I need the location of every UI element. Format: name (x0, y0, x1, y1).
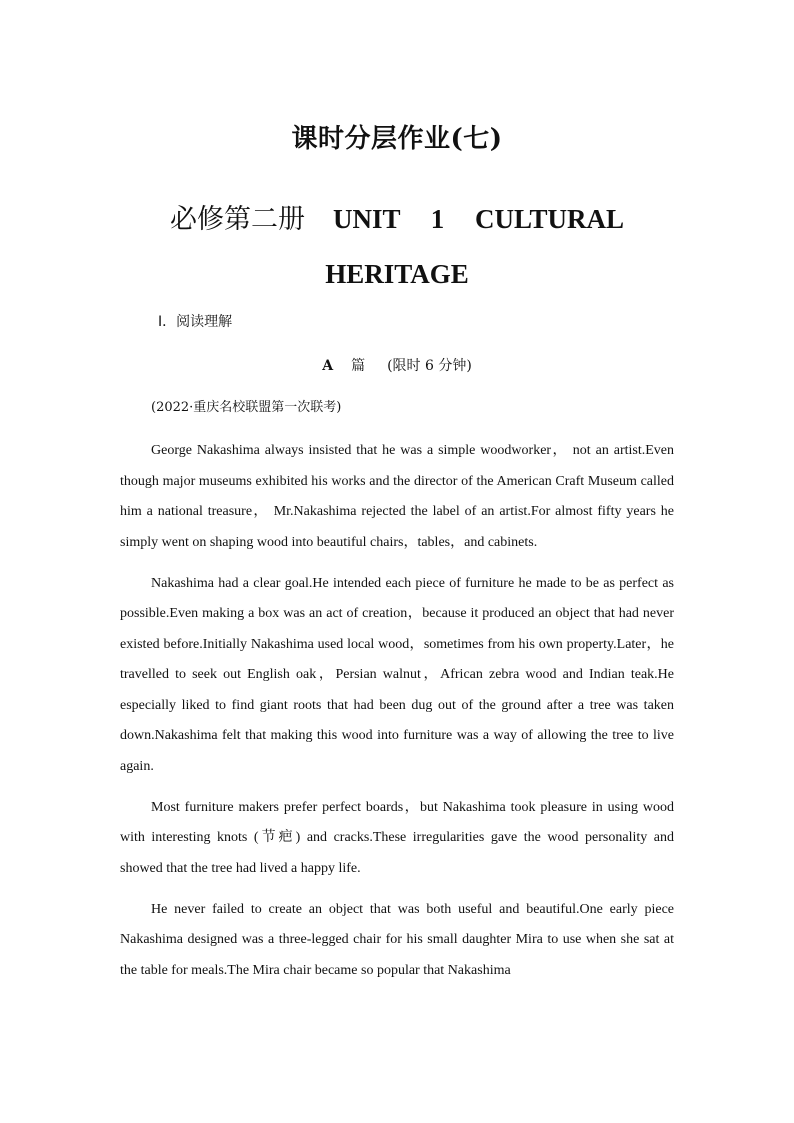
page-subtitle (120, 192, 674, 302)
subtitle-unit: UNIT 1 CULTURAL HERITAGE (325, 204, 625, 289)
page-title: 课时分层作业(七) (291, 124, 503, 154)
passage-source: (2022·重庆名校联盟第一次联考) (151, 400, 342, 415)
passage-label-suffix: 篇 (351, 358, 366, 374)
passage-heading (0, 355, 794, 375)
passage-time-limit: (限时 6 分钟) (387, 358, 472, 374)
paragraph: He never failed to create an object that was both useful and beautiful.One early piece Nakashima designed was a three-legged chair for his small daughter Mira to use when she sat at the table for meals.The Mira chair became so popular that Nakashima (120, 901, 674, 978)
passage-label: A (322, 358, 334, 374)
section-heading: Ⅰ．阅读理解 (158, 314, 233, 330)
subtitle-book: 必修第二册 (169, 204, 305, 235)
paragraph: George Nakashima always insisted that he was a simple woodworker， not an artist.Even though major museums exhibited his works and the director of the American Craft Museum called him a national treasure， Mr.Nakashima rejected the label of an artist.For almost fifty years he simply went on shaping wood into beautiful chairs，tables，and cabinets. (120, 443, 674, 550)
paragraph: Most furniture makers prefer perfect boards，but Nakashima took pleasure in using wood with interesting knots (节疤) and cracks.These irregularities gave the wood personality and showed that the tree had lived a happy life. (120, 799, 674, 876)
passage-body (120, 436, 674, 997)
paragraph: Nakashima had a clear goal.He intended each piece of furniture he made to be as perfect as possible.Even making a box was an act of creation，because it produced an object that had never existed before.Initially Nakashima used local wood，sometimes from his own property.Later，he travelled to seek out English oak，Persian walnut，African zebra wood and Indian teak.He especially liked to find giant roots that had been dug out of the ground after a tree was taken down.Nakashima felt that making this wood into furniture was a way of allowing the tree to live again. (120, 575, 674, 774)
